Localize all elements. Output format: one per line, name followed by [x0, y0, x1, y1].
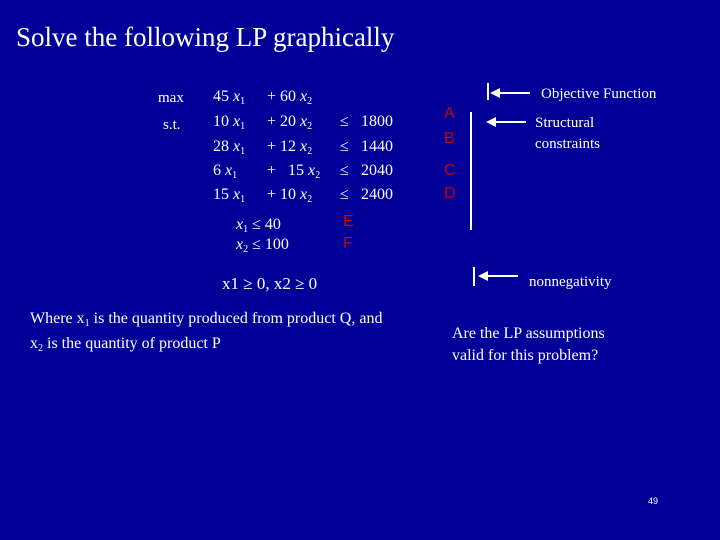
constraint-b-rhs: 1440 — [361, 138, 393, 155]
constraint-a-term2: + 20 $x_2$ — [267, 113, 313, 132]
constraint-c-term2: + 15 $x_2$ — [267, 162, 321, 181]
objective-coef1: 45 — [213, 88, 229, 105]
constraint-b-term1: 28 $x_1$ — [213, 138, 246, 157]
nonnegativity-constraints: x1 ≥ 0, x2 ≥ 0 — [222, 274, 318, 293]
constraint-d-relation: ≤ — [340, 186, 349, 203]
objective-bracket-line — [487, 83, 489, 100]
bound-x2: $x_2 \le 100$ — [236, 236, 289, 255]
tag-e: E — [343, 213, 354, 230]
constraint-d-rhs: 2400 — [361, 186, 393, 203]
constraint-a-relation: ≤ — [340, 113, 349, 130]
constraint-b-relation: ≤ — [340, 138, 349, 155]
objective-coef2: 60 — [280, 88, 297, 105]
tag-d: D — [444, 185, 456, 202]
tag-c: C — [444, 162, 456, 179]
constraints-bracket-line — [470, 112, 472, 230]
nonnegativity-arrow-icon — [478, 269, 518, 283]
objective-arrow-icon — [490, 86, 530, 100]
nonnegativity-label: nonnegativity — [529, 274, 612, 290]
st-label: s.t. — [163, 117, 181, 133]
structural-label-line1: Structural — [535, 115, 595, 131]
constraint-d-term1: 15 $x_1$ — [213, 186, 246, 205]
structural-label-line2: constraints — [535, 136, 600, 152]
constraint-b-term2: + 12 $x_2$ — [267, 138, 313, 157]
objective-function-label: Objective Function — [541, 86, 657, 102]
variable-description: Where $x_1$ is the quantity produced from product Q, and $x_2$ is the quantity of product P — [30, 310, 383, 354]
constraints-arrow-icon — [486, 115, 526, 129]
constraint-c-relation: ≤ — [340, 162, 349, 179]
slide-title: Solve the following LP graphically — [16, 22, 395, 52]
bound-x1: $x_1 \le 40$ — [236, 216, 281, 235]
tag-f: F — [343, 235, 353, 252]
tag-a: A — [444, 105, 455, 122]
constraint-d-term2: + 10 $x_2$ — [267, 186, 313, 205]
page-number: 49 — [648, 496, 659, 506]
tag-b: B — [444, 130, 455, 147]
question-line1: Are the LP assumptions — [452, 325, 605, 342]
objective-term2: + 60 $x_2$ — [267, 88, 313, 107]
constraint-c-term1: 6 $x_1$ — [213, 162, 238, 181]
objective-term1: 45 $x_1$ — [213, 88, 246, 107]
question-line2: valid for this problem? — [452, 347, 599, 364]
max-label: max — [158, 90, 184, 106]
constraint-c-rhs: 2040 — [361, 162, 393, 179]
constraint-a-rhs: 1800 — [361, 113, 393, 130]
nonnegativity-bracket-line — [473, 267, 475, 286]
constraint-a-term1: 10 $x_1$ — [213, 113, 246, 132]
